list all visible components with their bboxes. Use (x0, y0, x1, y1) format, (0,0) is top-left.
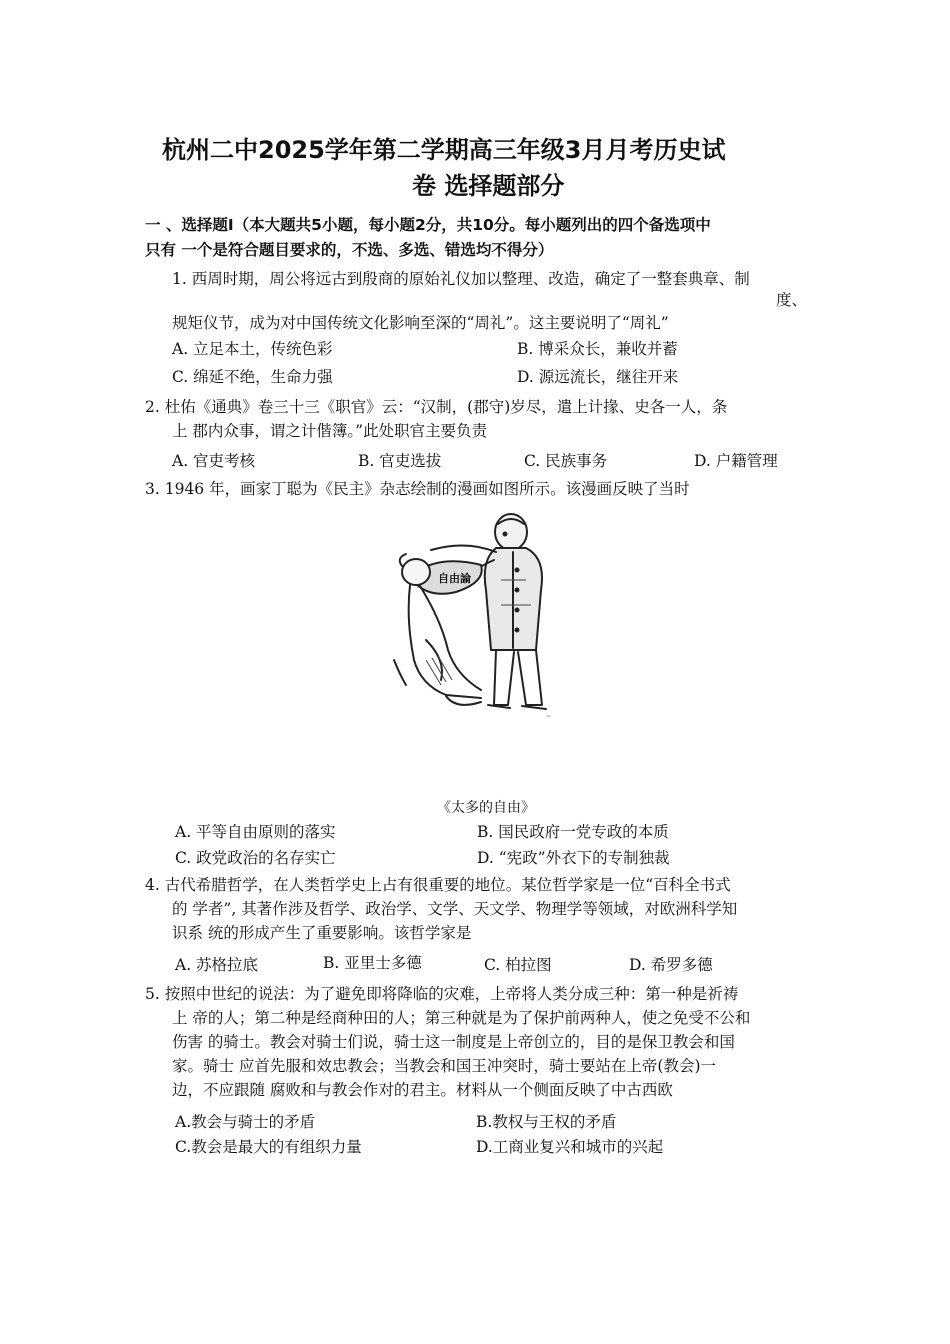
q2-option-a[interactable]: A. 官吏考核 (172, 452, 256, 470)
q3-option-b[interactable]: B. 国民政府一党专政的本质 (477, 823, 669, 841)
q1-stem-line2: 规矩仪节，成为对中国传统文化影响至深的“周礼”。这主要说明了“周礼” (172, 314, 669, 332)
q5-option-c[interactable]: C.教会是最大的有组织力量 (175, 1138, 362, 1156)
q2-option-b[interactable]: B. 官吏选拔 (358, 452, 442, 470)
q5-option-b[interactable]: B.教权与王权的矛盾 (476, 1113, 617, 1131)
q3-option-c[interactable]: C. 政党政治的名存实亡 (175, 849, 336, 867)
cartoon-image (386, 510, 596, 725)
q4-option-a[interactable]: A. 苏格拉底 (175, 956, 259, 974)
q3-stem-line1: 3. 1946 年，画家丁聪为《民主》杂志绘制的漫画如图所示。该漫画反映了当时 (145, 480, 690, 498)
q5-stem-line1: 5. 按照中世纪的说法：为了避免即将降临的灾难，上帝将人类分成三种：第一种是祈祷 (145, 985, 739, 1003)
svg-text:~: ~ (546, 713, 552, 720)
q2-stem-line2: 上 郡内众事，谓之计偕簿。”此处职官主要负责 (172, 422, 488, 440)
q2-option-c[interactable]: C. 民族事务 (524, 452, 608, 470)
q2-stem-line1: 2. 杜佑《通典》卷三十三《职官》云：“汉制，(郡守)岁尽，遣上计掾、史各一人，条 (145, 398, 728, 416)
q1-stem-line1: 1. 西周时期，周公将远古到殷商的原始礼仪加以整理、改造，确定了一整套典章、制 (172, 270, 750, 288)
page-title-line1: 杭州二中2025学年第二学期高三年级3月月考历史试 (162, 136, 726, 164)
section-instructions-line1: 一 、选择题Ⅰ（本大题共5小题，每小题2分，共10分。每小题列出的四个备选项中 (145, 216, 711, 234)
q2-option-d[interactable]: D. 户籍管理 (694, 452, 778, 470)
q1-option-c[interactable]: C. 绵延不绝，生命力强 (172, 368, 333, 386)
q5-option-d[interactable]: D.工商业复兴和城市的兴起 (476, 1138, 664, 1156)
q5-stem-line2: 上 帝的人；第二种是经商种田的人；第三种就是为了保护前两种人，使之免受不公和 (172, 1009, 751, 1027)
page-title-line2: 卷 选择题部分 (412, 172, 565, 200)
q5-stem-line5: 边，不应跟随 腐败和与教会作对的君主。材料从一个侧面反映了中古西欧 (172, 1081, 673, 1099)
q1-stem-wrap: 度、 (776, 291, 808, 309)
q5-option-a[interactable]: A.教会与骑士的矛盾 (175, 1113, 316, 1131)
q4-stem-line1: 4. 古代希腊哲学，在人类哲学史上占有很重要的地位。某位哲学家是一位“百科全书式 (145, 876, 731, 894)
q3-option-a[interactable]: A. 平等自由原则的落实 (175, 823, 336, 841)
cartoon-bag-label: 自由論 (438, 572, 471, 585)
q1-option-d[interactable]: D. 源远流长，继往开来 (517, 368, 679, 386)
q4-stem-line2: 的 学者”, 其著作涉及哲学、政治学、文学、天文学、物理学等领域，对欧洲科学知 (172, 900, 738, 918)
q5-stem-line3: 伤害 的骑士。教会对骑士们说，骑士这一制度是上帝创立的，目的是保卫教会和国 (172, 1033, 735, 1051)
q3-cartoon-caption: 《太多的自由》 (437, 800, 535, 816)
q4-option-d[interactable]: D. 希罗多德 (629, 956, 713, 974)
q3-option-d[interactable]: D. “宪政”外衣下的专制独裁 (477, 849, 670, 867)
q1-option-b[interactable]: B. 博采众长，兼收并蓄 (517, 340, 678, 358)
q4-option-c[interactable]: C. 柏拉图 (484, 956, 552, 974)
q4-option-b[interactable]: B. 亚里士多德 (323, 954, 422, 972)
q4-stem-line3: 识系 统的形成产生了重要影响。该哲学家是 (172, 924, 472, 942)
q5-stem-line4: 家。骑士 应首先服和效忠教会；当教会和国王冲突时，骑士要站在上帝(教会)一 (172, 1057, 717, 1075)
q1-option-a[interactable]: A. 立足本土，传统色彩 (172, 340, 333, 358)
section-instructions-line2: 只有 一个是符合题目要求的，不选、多选、错选均不得分） (145, 241, 554, 259)
